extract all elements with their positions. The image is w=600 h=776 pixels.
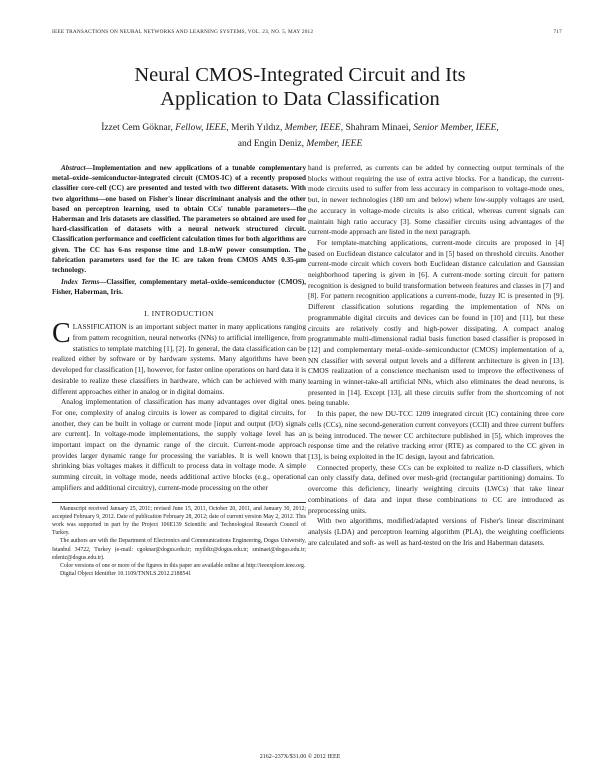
- footnote-manuscript: Manuscript received January 25, 2011; revised June 15, 2011, October 20, 2011, and January 30, 2012; accepted February 9, 2012. Date of publication February 28, 2012; date of current version May 2, 2012. This work was supported in part by the Project 106E139 Scientific and Technological Research Council of Turkey.: [52, 505, 306, 537]
- intro-paragraph-2: Analog implementation of classification has many advantages over digital ones. For one, complexity of analog circuits is lower as compared to digital circuits, for another, they can be built in voltage or current mode [input and output (I/O) signals are current]. In voltage-mode implementations, the supply voltage level has an important impact on the dynamic range of the circuit. Current-mode approach provides larger dynamic range for processing the variables. It is well known that shrinking bias voltages makes it difficult to process data in voltage mode. A simple summing circuit, in voltage mode, needs additional active blocks (e.g., operational amplifiers and additional circuitry), current-mode processing on the other: [52, 397, 306, 492]
- body-paragraph-1: hand is preferred, as currents can be added by connecting output terminals of the blocks without requiring the use of extra active blocks. For a handicap, the current-mode circuits used to suffer from less accuracy in comparison to voltage-mode ones, but, in newer technologies (180 nm and below) where low-supply voltages are used, the accuracy in voltage-mode circuits is also critical, whereas current signals can maintain high ratio accuracy [3]. Some classifier circuits using advantages of the current-mode approach are listed in the next paragraph.: [308, 163, 564, 237]
- body-paragraph-3: In this paper, the new DU-TCC 1209 integrated circuit (IC) containing three core cells (CCs), nine second-generation current conveyors (CCII) and three current buffers is being introduced. The newer CC architecture published in [5], which improves the response time and the relative tracking error (RTE) as compared to the CC given in [13], is being exploited in the IC design, layout and fabrication.: [308, 409, 564, 461]
- author-2-name: , Merih Yıldız,: [226, 123, 285, 133]
- drop-cap: C: [52, 318, 71, 350]
- body-paragraph-5: With two algorithms, modified/adapted versions of Fisher's linear discriminant analysis (LDA) and perceptron learning algorithm (PLA), the weighting coefficients are calculated and soft- as well as hard-tested on the Iris and Haberman datasets.: [308, 516, 564, 547]
- footnotes: [52, 502, 306, 579]
- body-paragraph-4: Connected properly, these CCs can be exploited to realize n-D classifiers, which can only classify data, defined over mesh-grid (rectangular partitioning) domains. To overcome this deficiency, linearly weighting circuits (LWCs) that take linear combinations of data and input these combinations to CC are introduced as preprocessing units.: [308, 462, 564, 515]
- abstract-text: Implementation and new applications of a tunable complementary metal–oxide–semiconductor-integrated circuit (CMOS-IC) of a recently proposed classifier core-cell (CC) are presented and tested with two different datasets. With two algorithms—one based on Fisher's linear discriminant analysis and the other based on perceptron learning, used to obtain CCs' tunable parameters—the Haberman and Iris datasets are classified. The parameters so obtained are used for hard-classification of datasets with a neural network structured circuit. Classification performance and coefficient calculation times for both algorithms are given. The CC has 6-ns response time and 1.8-mW power consumption. The fabrication parameters used for the IC are taken from CMOS AMS 0.35-μm technology.: [52, 164, 306, 275]
- index-terms: [52, 277, 306, 297]
- author-1-name: İzzet Cem Göknar,: [101, 123, 176, 133]
- title-line-2: Application to Data Classification: [160, 88, 440, 110]
- journal-header: IEEE TRANSACTIONS ON NEURAL NETWORKS AND LEARNING SYSTEMS, VOL. 23, NO. 5, MAY 2012: [52, 29, 314, 35]
- right-column: [308, 163, 564, 548]
- copyright-footer: 2162–237X/$31.00 © 2012 IEEE: [259, 754, 341, 760]
- title-line-1: Neural CMOS-Integrated Circuit and Its: [134, 64, 466, 86]
- author-3-name: , Shahram Minaei,: [340, 123, 414, 133]
- footnote-color: Color versions of one or more of the figures in this paper are available online at http://ieeexplore.ieee.org.: [60, 563, 306, 570]
- intro-paragraph-1: [52, 318, 306, 397]
- author-list: [0, 120, 600, 152]
- section-heading: I. INTRODUCTION: [144, 308, 214, 318]
- author-4-name: and Engin Deniz,: [237, 139, 307, 149]
- author-line-1: [0, 120, 600, 136]
- abstract-label: Abstract—: [61, 164, 93, 172]
- author-1-role: Fellow, IEEE: [175, 123, 227, 133]
- author-line-2: [0, 136, 600, 152]
- abstract: [52, 163, 306, 275]
- paper-title: [0, 63, 600, 111]
- author-3-role: Senior Member, IEEE: [413, 123, 497, 133]
- index-terms-text: Classifier, complementary metal–oxide–semiconductor (CMOS), Fisher, Haberman, Iris.: [52, 278, 307, 297]
- author-2-role: Member, IEEE: [284, 123, 341, 133]
- intro-paragraph-1-text: LASSIFICATION is an important subject matter in many applications ranging from pattern recognition, neural networks (NNs) to artificial intelligence, from statistics to template matching [1], [2]. In general, the data classification can be realized either by software or by hardware systems. Many algorithms have been developed for classification [1], however, for faster online operations on hard data it is desirable to realize these classifiers in hardware, which can be achieved with many different approaches either in analog or in digital domains.: [52, 322, 306, 396]
- footnote-doi: Digital Object Identifier 10.1109/TNNLS.2012.2188541: [60, 571, 192, 578]
- page-number: 717: [553, 29, 562, 35]
- author-4-role: Member, IEEE: [306, 139, 363, 149]
- footnote-affiliation: The authors are with the Department of Electronics and Communications Engineering, Dogus University, Istanbul 34722, Turkey (e-mail: cgoknar@dogus.edu.tr; myildiz@dogus.edu.tr; sminaei@dogus.edu.tr; edeniz@dogus.edu.tr).: [52, 538, 306, 561]
- body-paragraph-2: For template-matching applications, current-mode circuits are proposed in [4] based on Euclidean distance calculator and in [5] based on threshold circuits. Another current-mode circuit which covers both Euclidean distance calculation and Gaussian neighborhood tapering is given in [6]. A current-mode sorting circuit for pattern recognition is designed to build transformation between features and classes in [7] and [8]. For pattern recognition applications a current-mode, fuzzy IC is presented in [9]. Different classification solutions regarding the implementation of NNs on programmable digital circuits and devices can be found in [10] and [11], but these circuits are relatively costly and high-power dissipating. A compact analog programmable multi-dimensional radial basis function based classifier is proposed in [12] and complementary metal–oxide–semiconductor (CMOS) implementation of a, NN classifier with several output levels and a different architecture is given in [13]. CMOS realization of a conscience mechanism used to improve the effectiveness of learning in winner-take-all artificial NNs, which also eliminates the dead neurons, is presented in [14]. Except [13], all these circuits suffer from the shortcoming of not being tunable.: [308, 237, 564, 408]
- index-terms-label: Index Terms—: [61, 278, 107, 287]
- left-column: [52, 163, 306, 578]
- author-separator: ,: [496, 123, 499, 133]
